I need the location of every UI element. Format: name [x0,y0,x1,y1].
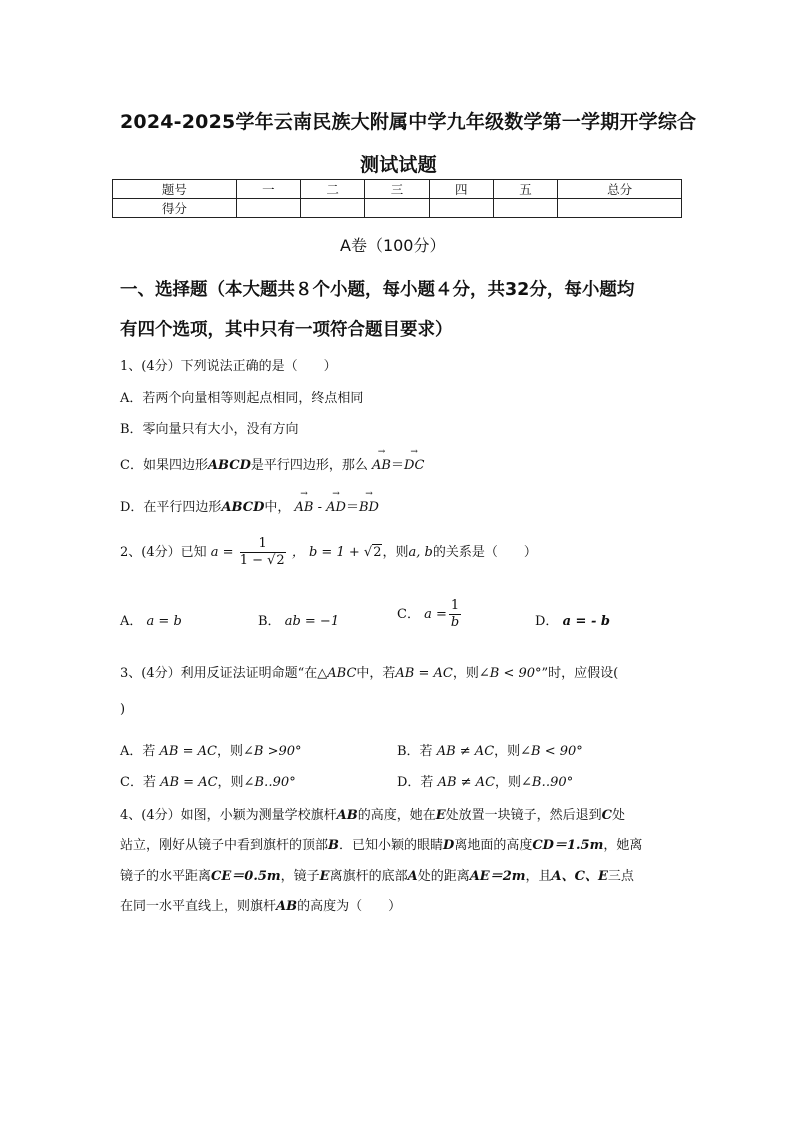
score-header-cell: 四 [429,180,493,199]
q4-l3k: 三点 [607,869,634,884]
q1-d-name: ABCD [221,500,265,515]
q2-d-label: D． [535,614,559,629]
q4-l3j: A、C、E [551,869,608,884]
q2-frac-denominator: 1 − √2 [239,553,285,568]
q2-option-a[interactable] [120,610,182,629]
q1-d-minus: - [317,500,323,515]
q4-l1b: AB [336,808,358,823]
q3-c-label: C．若 [120,775,156,790]
q2-frac-den-sqrt: 2 [276,553,285,568]
q2-a-label: A． [120,614,143,629]
q2-c-label: C． [397,607,420,622]
q2-d-math: a = - b [562,614,610,629]
q4-l4c: 的高度为（ ） [297,899,402,914]
section-heading-line2: 有四个选项，其中只有一项符合题目要求） [120,320,453,340]
q1-d-prefix: D．在平行四边形 [120,500,222,515]
score-cell[interactable] [301,199,365,218]
q4-l2e: 离地面的高度 [454,838,533,853]
q4-l4a: 在同一水平直线上，则旗杆 [120,899,277,914]
q3-c-cond: AB = AC [160,775,218,790]
q3-c-mid: ，则 [217,775,244,790]
q2-option-b[interactable] [258,610,339,629]
score-table-header-row [113,180,682,199]
q1-c-mid: 是平行四边形，那么 [250,458,368,473]
q2-b-part: ， b = 1 + [291,545,364,560]
q3-stem [120,662,618,681]
q4-l2b: B [328,838,340,853]
q4-line2 [120,834,642,853]
q4-l3c: ，镜子 [280,869,320,884]
q2-c-numerator: 1 [450,598,460,613]
q4-l3g: 处的距离 [417,869,470,884]
q3-a-concl: ∠B >90° [242,744,302,759]
q1-option-d[interactable] [120,496,379,515]
score-header-cell: 二 [301,180,365,199]
q4-l2d: D [443,838,455,853]
q4-l3h: AE＝2m [469,869,526,884]
q2-b-label: B． [258,614,281,629]
q2-c-lhs: a = [424,607,447,622]
q1-option-a[interactable]: A．若两个向量相等则起点相同，终点相同 [120,391,364,406]
q3-d-cond: AB ≠ AC [437,775,496,790]
q3-d-concl: ∠B‥90° [521,775,574,790]
q2-a-math: a = b [146,614,182,629]
q3-condition: AB = AC [395,666,453,681]
score-row-label: 得分 [113,199,237,218]
q3-end: ”时，应假设( [541,666,619,681]
q4-l1c: 的高度，她在 [357,808,436,823]
q3-b-concl: ∠B < 90° [520,744,583,759]
q2-c-denominator: b [450,615,460,630]
q4-l2f: CD＝1.5m [532,838,604,853]
q1-c-vector-ab: → AB [372,458,391,473]
q1-c-prefix: C．如果四边形 [120,458,208,473]
q2-prefix: 2、(4分）已知 [120,545,207,560]
q3-c-concl: ∠B‥90° [243,775,296,790]
score-header-cell: 五 [493,180,557,199]
q3-b-cond: AB ≠ AC [436,744,495,759]
score-header-cell: 题号 [113,180,237,199]
q1-option-c[interactable] [120,454,424,473]
q4-l4b: AB [276,899,298,914]
q1-d-vector-ad: → AD [326,500,346,515]
q2-frac-numerator: 1 [240,536,286,553]
q1-c-name: ABCD [207,458,251,473]
q3-option-c[interactable] [120,771,296,790]
q4-l2a: 站立，刚好从镜子中看到旗杆的顶部 [120,838,329,853]
q4-line4 [120,895,401,914]
q3-triangle: △ABC [317,666,357,681]
q3-option-b[interactable] [397,740,583,759]
q4-l1g: 处 [612,808,626,823]
q2-vars: a, b [408,545,433,560]
q4-l3i: ，且 [525,869,552,884]
q2-b-math: ab = −1 [284,614,340,629]
q3-b-label: B．若 [397,744,433,759]
q3-d-label: D．若 [397,775,434,790]
q1-d-mid: 中， [264,500,291,515]
q4-l1d: E [435,808,446,823]
score-table [112,179,682,218]
q3-b-mid: ，则 [494,744,521,759]
q2-suffix: ，则 [382,545,409,560]
score-cell[interactable] [493,199,557,218]
q4-line1 [120,804,625,823]
q3-option-d[interactable] [397,771,573,790]
q2-end: 的关系是（ ） [432,545,537,560]
q3-mid1: 中，若 [356,666,396,681]
q2-option-c[interactable] [397,598,463,631]
q4-l1e: 处放置一块镜子，然后退到 [445,808,602,823]
score-cell[interactable] [558,199,682,218]
q3-a-label: A．若 [120,744,156,759]
q4-l3e: 离旗杆的底部 [329,869,408,884]
score-header-cell: 一 [236,180,300,199]
q3-prefix: 3、(4分）利用反证法证明命题“在 [120,666,318,681]
section-heading-line1: 一、选择题（本大题共８个小题，每小题４分，共32分，每小题均 [120,280,635,300]
q1-c-eq: ＝ [391,458,405,473]
q1-d-eq: ＝ [345,500,359,515]
volume-heading: A卷（100分） [340,236,446,255]
q4-l3a: 镜子的水平距离 [120,869,212,884]
score-cell[interactable] [365,199,429,218]
q3-mid2: ，则 [452,666,479,681]
q4-l2g: ，她离 [603,838,643,853]
q2-a-lhs: a = [210,545,234,560]
score-cell[interactable] [236,199,300,218]
q4-l3b: CE＝0.5m [211,869,281,884]
score-cell[interactable] [429,199,493,218]
q1-stem: 1、(4分）下列说法正确的是（ ） [120,359,337,374]
q1-d-vector-bd: → BD [359,500,379,515]
q4-l1f: C [601,808,613,823]
score-table-score-row [113,199,682,218]
q2-option-d[interactable] [535,610,610,629]
q4-l1a: 4、(4分）如图，小颖为测量学校旗杆 [120,808,337,823]
q4-l2c: ．已知小颖的眼睛 [339,838,444,853]
q3-option-a[interactable] [120,740,302,759]
q3-d-mid: ，则 [495,775,522,790]
q1-d-vector-ab: → AB [295,500,314,515]
score-header-cell: 总分 [558,180,682,199]
q4-l3f: A [407,869,418,884]
q2-c-fraction [449,598,461,631]
q2-b-sqrt: 2 [373,545,382,560]
q3-a-cond: AB = AC [159,744,217,759]
q1-option-b[interactable]: B．零向量只有大小，没有方向 [120,422,299,437]
page-title-line1: 2024-2025学年云南民族大附属中学九年级数学第一学期开学综合 [120,111,697,133]
q2-frac-den-pre: 1 − [239,553,268,568]
q3-paren-close: ) [120,702,126,717]
q4-line3 [120,865,634,884]
q3-conclusion: ∠B < 90° [478,666,542,681]
q1-c-vector-dc: → DC [404,458,424,473]
q2-fraction [240,536,286,569]
q4-l3d: E [319,869,330,884]
q2-stem: 2、(4分）已知 a = $\frac{1}{1 - √2}$ ， b = 1 + √2，则a, b的关系是（ ） [120,536,537,568]
q3-a-mid: ，则 [216,744,243,759]
page-title-line2: 测试试题 [360,154,437,176]
score-header-cell: 三 [365,180,429,199]
